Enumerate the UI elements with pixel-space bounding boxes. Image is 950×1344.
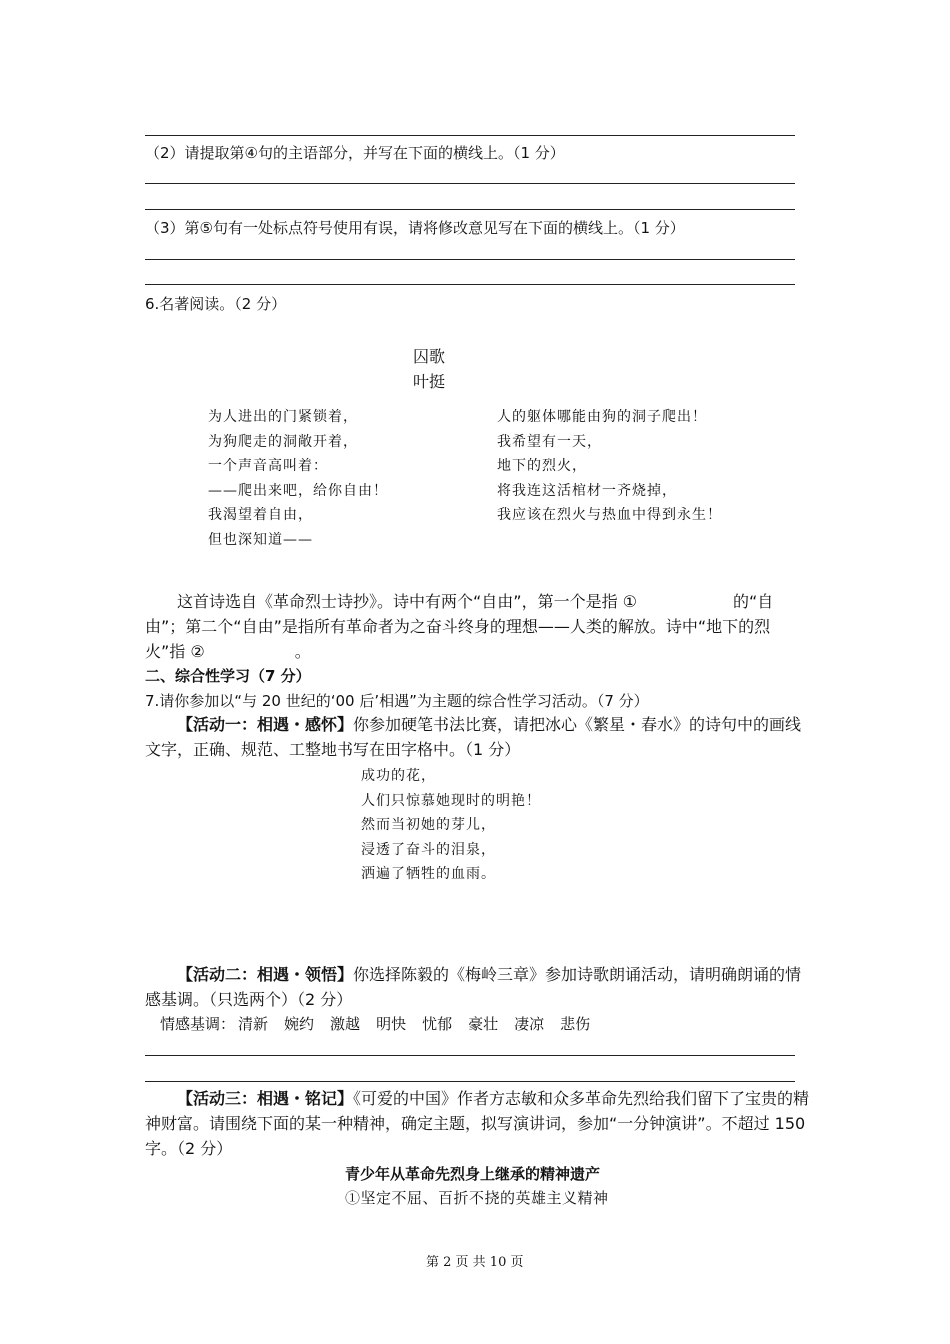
- q6-text-part-b: 的“自由”；第二个“自由”是指所有革命者为之奋斗终身的理想——人类的解放。诗中“地下的烈火”指 ②: [145, 592, 774, 661]
- poem-line: 一个声音高叫着：: [208, 458, 328, 474]
- page-footer: 第 2 页 共 10 页: [426, 1255, 524, 1270]
- mood-label: 情感基调：: [160, 1015, 236, 1033]
- q6-text-part-c: 。: [294, 642, 311, 661]
- activity2: [145, 962, 810, 1012]
- poem-left-column: [208, 405, 388, 552]
- mood-option[interactable]: 激越: [330, 1015, 361, 1033]
- poem-line: 人们只惊慕她现时的明艳！: [361, 792, 541, 809]
- mood-option[interactable]: 婉约: [284, 1015, 315, 1033]
- bingxin-poem: [361, 764, 541, 887]
- legacy-title: 青少年从革命先烈身上继承的精神遗产: [345, 1165, 601, 1183]
- poem-line: 洒遍了牺牲的血雨。: [361, 866, 496, 882]
- answer-line[interactable]: [145, 135, 795, 136]
- mood-option[interactable]: 凄凉: [514, 1015, 545, 1033]
- answer-line[interactable]: [145, 209, 795, 210]
- activity1: [145, 712, 810, 762]
- poem-line: ——爬出来吧，给你自由！: [208, 482, 388, 499]
- section2-heading: 二、综合性学习（7 分）: [145, 667, 311, 685]
- q6-question-text: [145, 589, 810, 664]
- poem-author: 叶挺: [413, 372, 446, 391]
- poem-line: 然而当初她的芽儿，: [361, 817, 496, 833]
- q7-prompt: 7.请你参加以“与 20 世纪的‘00 后’相遇”为主题的综合性学习活动。（7 分）: [145, 692, 649, 710]
- legacy-item: ①坚定不屈、百折不挠的英雄主义精神: [345, 1189, 609, 1207]
- answer-line[interactable]: [145, 183, 795, 184]
- activity3-label: 【活动三：相遇・铭记】: [177, 1089, 354, 1108]
- poem-right-column: [497, 405, 722, 528]
- poem-line: 我应该在烈火与热血中得到永生！: [497, 507, 722, 523]
- answer-line[interactable]: [145, 1055, 795, 1056]
- q6-heading: 6.名著阅读。（2 分）: [145, 295, 287, 313]
- poem-line: 为人进出的门紧锁着，: [208, 409, 358, 425]
- activity1-label: 【活动一：相遇・感怀】: [177, 715, 354, 734]
- q6-text-part-a: 这首诗选自《革命烈士诗抄》。诗中有两个“自由”，第一个是指 ①: [177, 592, 638, 611]
- activity1-text: 你参加硬笔书法比赛，请把冰心《繁星・春水》的诗句中的画线文字，正确、规范、工整地书写在田字格中。（1 分）: [145, 715, 802, 759]
- poem-line: 将我连这活棺材一齐烧掉，: [497, 482, 677, 499]
- poem-line: 人的躯体哪能由狗的洞子爬出！: [497, 409, 707, 425]
- poem-line: 成功的花，: [361, 768, 436, 784]
- q5-sub2: （2）请提取第④句的主语部分，并写在下面的横线上。（1 分）: [145, 144, 565, 162]
- mood-option[interactable]: 明快: [376, 1015, 407, 1033]
- mood-option[interactable]: 清新: [238, 1015, 269, 1033]
- poem-line: 浸透了奋斗的泪泉，: [361, 841, 496, 858]
- q5-sub3: （3）第⑤句有一处标点符号使用有误，请将修改意见写在下面的横线上。（1 分）: [145, 219, 685, 237]
- mood-options: [160, 1013, 590, 1035]
- mood-option[interactable]: 豪壮: [468, 1015, 499, 1033]
- answer-line[interactable]: [145, 1081, 795, 1082]
- poem-line: 我希望有一天，: [497, 433, 602, 450]
- poem-line: 我渴望着自由，: [208, 507, 313, 523]
- answer-line[interactable]: [145, 259, 795, 260]
- poem-line: 但也深知道——: [208, 531, 313, 548]
- poem-title: 囚歌: [413, 347, 446, 366]
- activity2-text: 你选择陈毅的《梅岭三章》参加诗歌朗诵活动，请明确朗诵的情感基调。（只选两个）（2 分）: [145, 965, 802, 1009]
- poem-line: 地下的烈火，: [497, 458, 587, 474]
- activity3-text: 《可爱的中国》作者方志敏和众多革命先烈给我们留下了宝贵的精神财富。请围绕下面的某一种精神，确定主题，拟写演讲词，参加“一分钟演讲”。不超过 150 字。（2 分）: [145, 1089, 810, 1158]
- poem-line: 为狗爬走的洞敞开着，: [208, 433, 358, 450]
- mood-option[interactable]: 悲伤: [560, 1015, 591, 1033]
- activity2-label: 【活动二：相遇・领悟】: [177, 965, 354, 984]
- answer-line[interactable]: [145, 284, 795, 285]
- activity3: [145, 1086, 810, 1161]
- mood-option[interactable]: 忧郁: [422, 1015, 453, 1033]
